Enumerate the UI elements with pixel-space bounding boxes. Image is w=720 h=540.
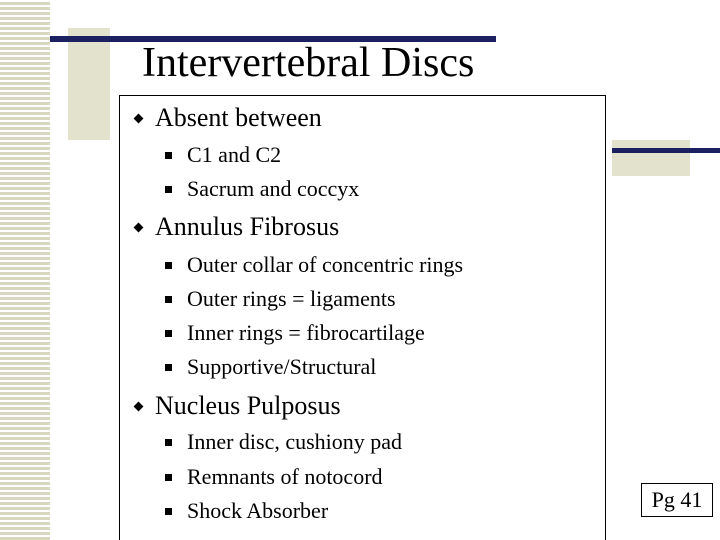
square-bullet-icon [165, 296, 172, 303]
square-bullet-icon [165, 186, 172, 193]
sub-bullet: Outer rings = ligaments [187, 286, 396, 311]
bullet-heading: Absent between [155, 103, 322, 132]
sub-bullet: Outer collar of concentric rings [187, 252, 464, 277]
sub-bullet: Shock Absorber [187, 498, 329, 523]
sub-bullet: C1 and C2 [187, 142, 282, 167]
square-bullet-icon [165, 330, 172, 337]
decorative-block-right [612, 140, 690, 176]
square-bullet-icon [165, 262, 172, 269]
square-bullet-icon [165, 152, 172, 159]
page-reference: Pg 41 [641, 483, 713, 517]
slide-title: Intervertebral Discs [142, 40, 475, 86]
bullet-heading: Nucleus Pulposus [155, 391, 341, 420]
decorative-block [68, 28, 110, 140]
sub-bullet: Inner disc, cushiony pad [187, 429, 403, 454]
sub-bullet: Inner rings = fibrocartilage [187, 320, 425, 345]
decorative-stripes [0, 0, 50, 540]
sub-bullet: Remnants of notocord [187, 464, 383, 489]
square-bullet-icon [165, 439, 172, 446]
square-bullet-icon [165, 508, 172, 515]
square-bullet-icon [165, 364, 172, 371]
bullet-heading: Annulus Fibrosus [155, 212, 340, 241]
sub-bullet: Sacrum and coccyx [187, 176, 360, 201]
right-rule [612, 148, 720, 153]
square-bullet-icon [165, 474, 172, 481]
sub-bullet: Supportive/Structural [187, 354, 377, 379]
